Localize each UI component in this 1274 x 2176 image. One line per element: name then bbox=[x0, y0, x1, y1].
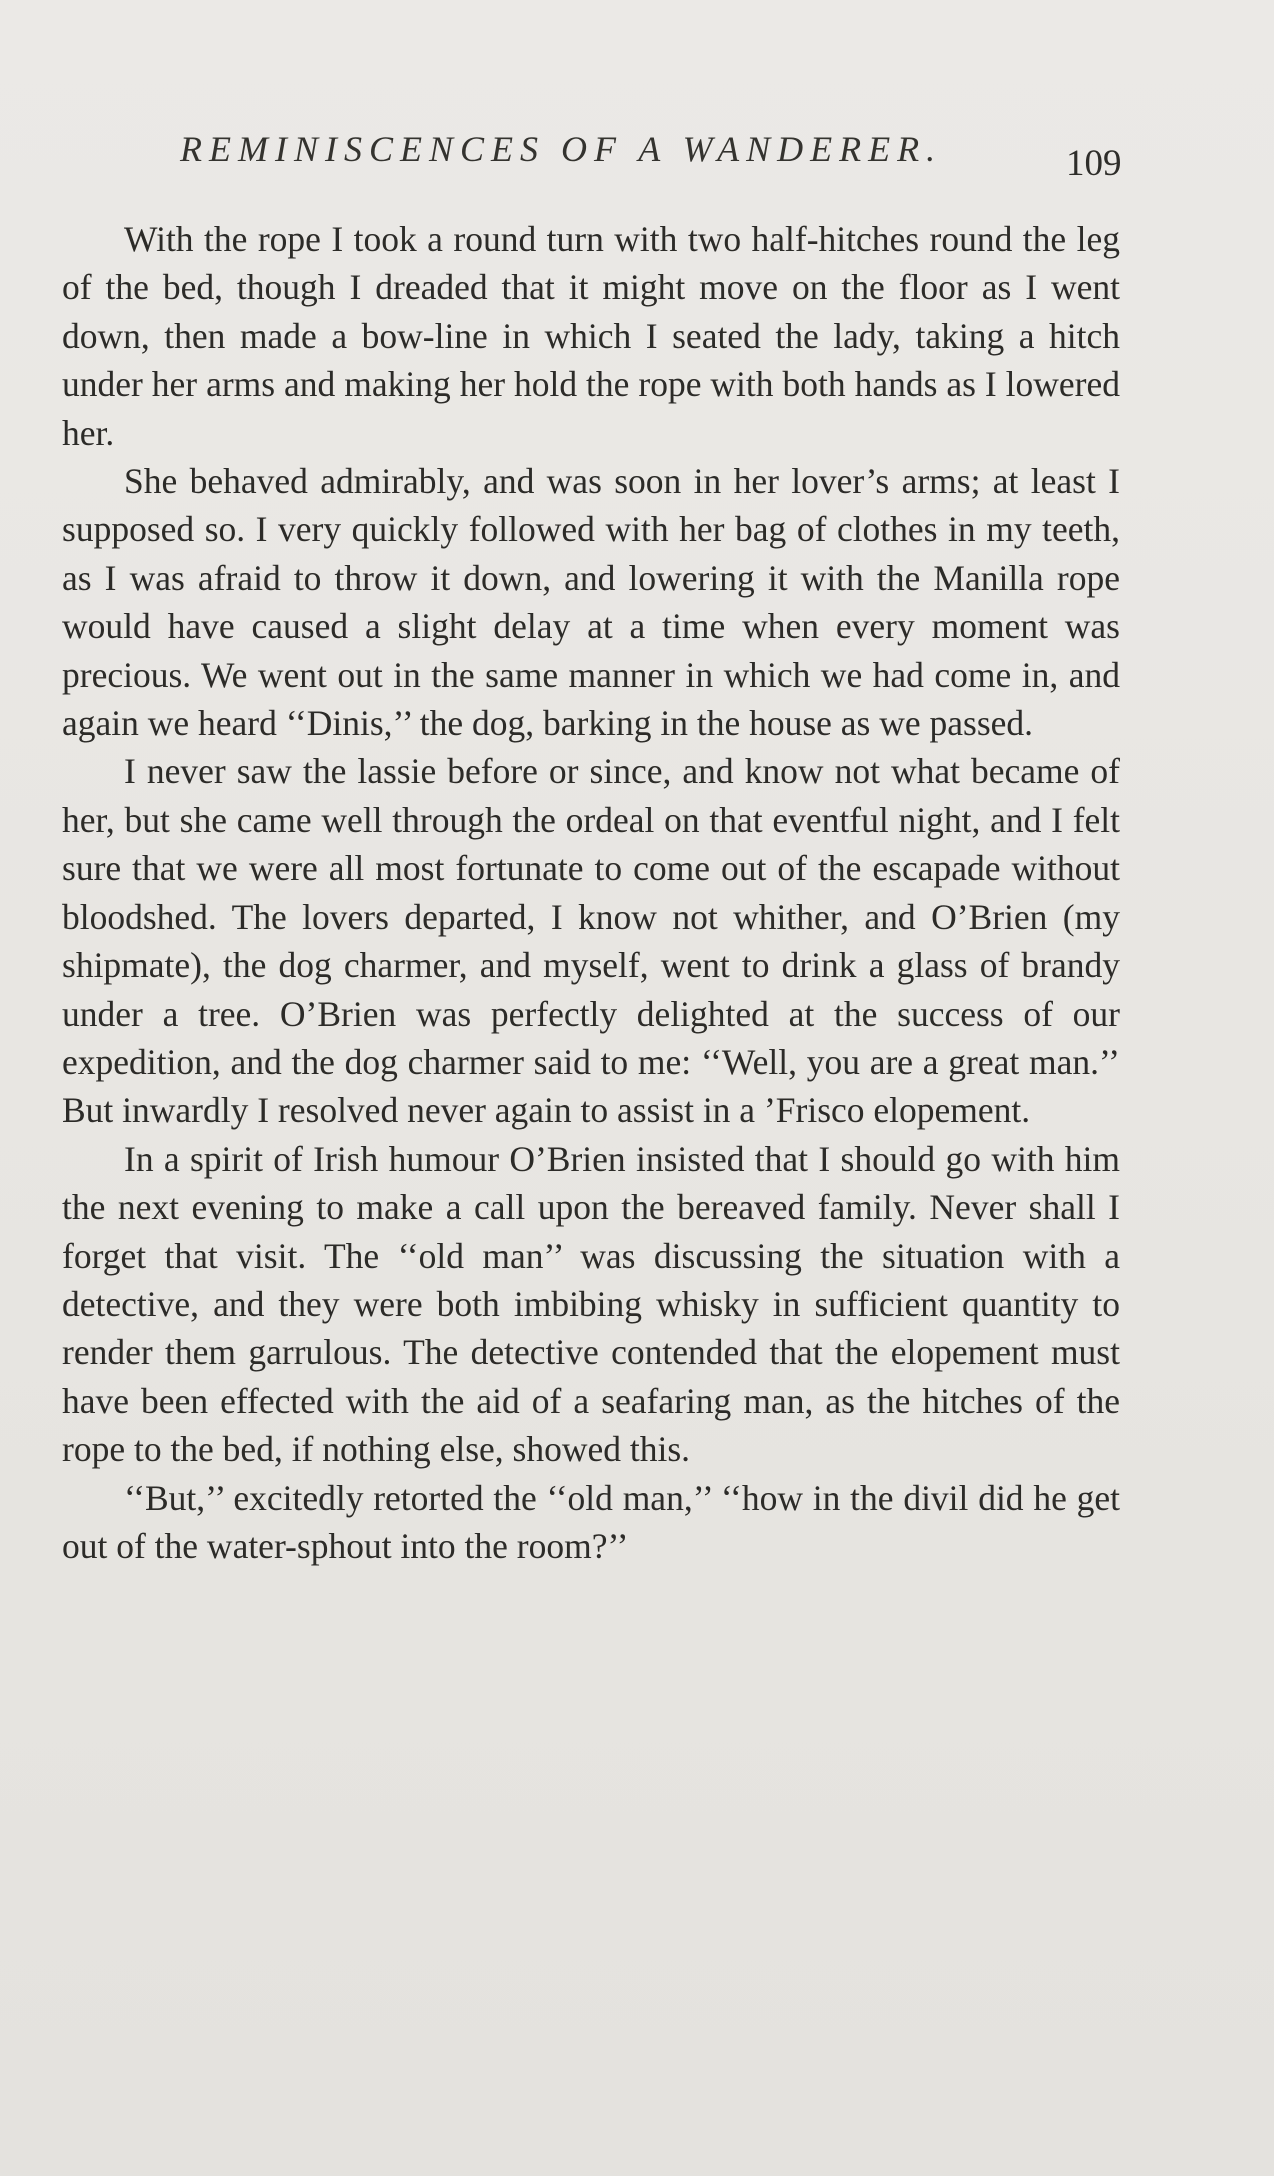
paragraph: ‘‘But,’’ excitedly retorted the ‘‘old man,’’ ‘‘how in the divil did he get out of the water-sphout into the room?’’ bbox=[62, 1477, 1120, 1566]
paragraph: She behaved admirably, and was soon in her lover’s arms; at least I supposed so. I very quickly followed with her bag of clothes in my teeth, as I was afraid to throw it down, and lowering it with the Manilla rope would have caused a slight delay at a time when every moment was precious. We went out in the same manner in which we had come in, and again we heard ‘‘Dinis,’’ the dog, barking in the house as we passed. bbox=[62, 461, 1120, 744]
page-number: 109 bbox=[1066, 143, 1122, 184]
body-text bbox=[62, 215, 1120, 1570]
paragraph: With the rope I took a round turn with two half-hitches round the leg of the bed, though I dreaded that it might move on the floor as I went down, then made a bow-line in which I seated the lady, taking a hitch under her arms and making her hold the rope with both hands as I lowered her. bbox=[62, 219, 1120, 453]
paragraph: In a spirit of Irish humour O’Brien insisted that I should go with him the next evening to make a call upon the bereaved family. Never shall I forget that visit. The ‘‘old man’’ was discussing the situation with a detective, and they were both imbibing whisky in sufficient quantity to render them garrulous. The detective contended that the elopement must have been effected with the aid of a seafaring man, as the hitches of the rope to the bed, if nothing else, showed this. bbox=[62, 1138, 1120, 1470]
paragraph: I never saw the lassie before or since, and know not what became of her, but she came well through the ordeal on that eventful night, and I felt sure that we were all most fortunate to come out of the escapade without bloodshed. The lovers departed, I know not whither, and O’Brien (my shipmate), the dog charmer, and myself, went to drink a glass of brandy under a tree. O’Brien was perfectly delighted at the success of our expedition, and the dog charmer said to me: ‘‘Well, you are a great man.’’ But inwardly I resolved never again to assist in a ’Frisco elopement. bbox=[62, 751, 1120, 1131]
running-head: REMINISCENCES OF A WANDERER. bbox=[180, 129, 943, 169]
